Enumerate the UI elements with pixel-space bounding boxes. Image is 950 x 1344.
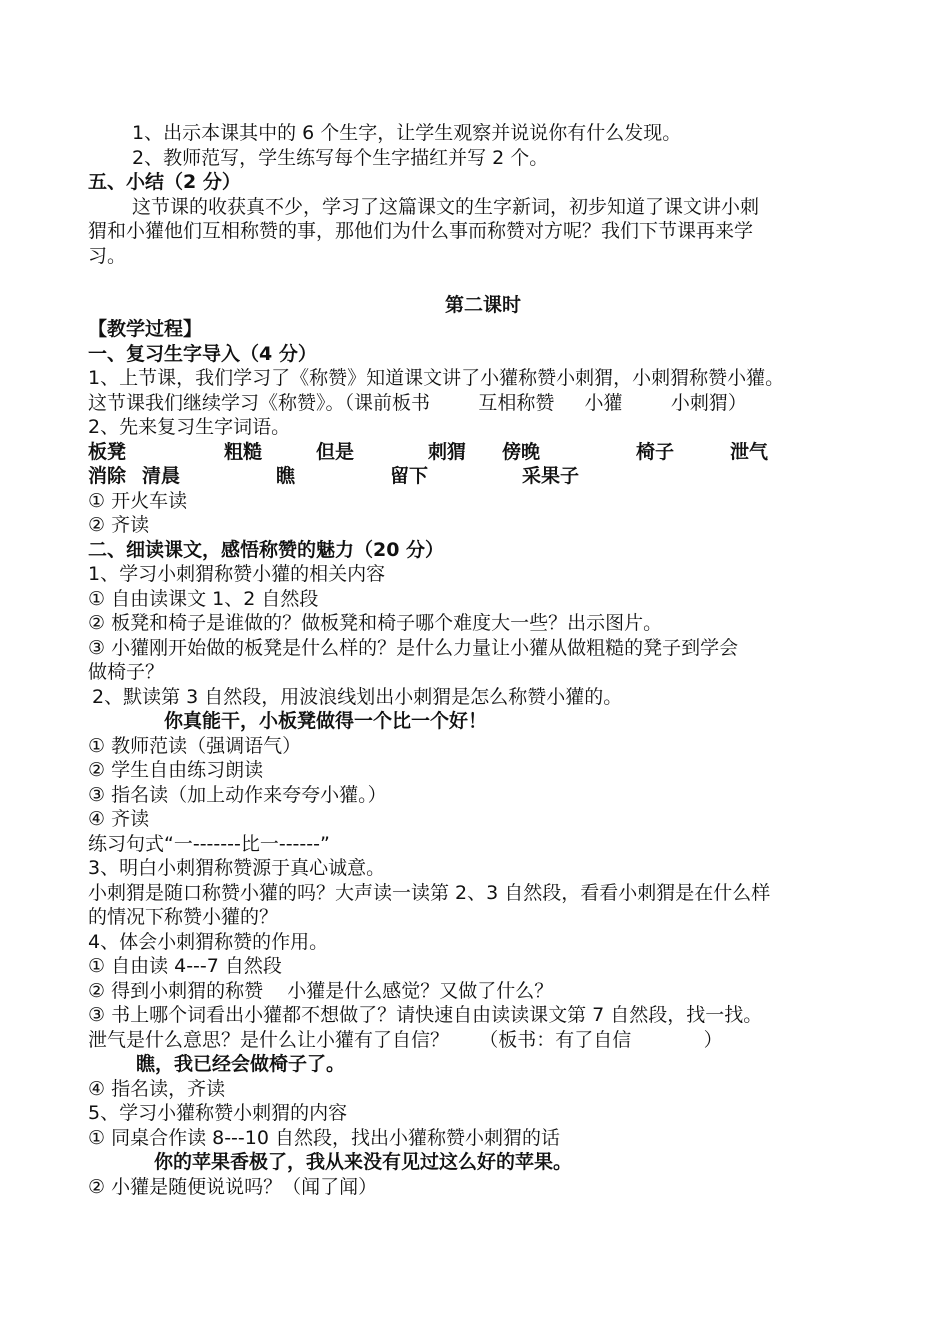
vocab-word: 清晨 <box>142 465 181 487</box>
list-item: ④ 指名读，齐读 <box>88 1077 226 1100</box>
text-line: 的情况下称赞小獾的？ <box>88 906 279 928</box>
text-line: 1、学习小刺猬称赞小獾的相关内容 <box>88 563 386 585</box>
list-item: ① 同桌合作读 8---10 自然段，找出小獾称赞小刺猬的话 <box>88 1126 560 1149</box>
text-line: 1、上节课，我们学习了《称赞》知道课文讲了小獾称赞小刺猬，小刺猬称赞小獾。 <box>88 367 785 389</box>
vocab-row-2 <box>88 464 878 489</box>
vocab-row-1 <box>88 440 878 465</box>
vocab-word: 泄气 <box>730 440 769 463</box>
vocab-word: 但是 <box>316 440 355 463</box>
highlight-sentence: 瞧，我已经会做椅子了。 <box>136 1053 346 1075</box>
list-item: ② 小獾是随便说说吗？（闻了闻） <box>88 1175 378 1198</box>
list-item: ③ 小獾刚开始做的板凳是什么样的？是什么力量让小獾从做粗糙的凳子到学会 <box>88 636 739 659</box>
list-item: ① 自由读课文 1、2 自然段 <box>88 587 319 610</box>
lesson-title: 第二课时 <box>444 293 521 316</box>
section-heading: 二、细读课文，感悟称赞的魅力（20 分） <box>88 538 445 561</box>
list-item: ② 板凳和椅子是谁做的？做板凳和椅子哪个难度大一些？出示图片。 <box>88 612 663 634</box>
text-line: 3、明白小刺猬称赞源于真心诚意。 <box>88 857 386 879</box>
highlight-sentence: 你真能干，小板凳做得一个比一个好！ <box>164 710 488 732</box>
vocab-word: 粗糙 <box>224 440 263 463</box>
text-line: 2、先来复习生字词语。 <box>88 416 291 438</box>
section-heading: 【教学过程】 <box>88 318 203 340</box>
text-line: 1、出示本课其中的 6 个生字，让学生观察并说说你有什么发现。 <box>132 122 682 144</box>
list-item: ① 自由读 4---7 自然段 <box>88 955 282 977</box>
list-item: ② 学生自由练习朗读 <box>88 759 264 781</box>
list-item: ③ 指名读（加上动作来夸夸小獾。） <box>88 783 387 806</box>
text-line: 这节课我们继续学习《称赞》。（课前板书 互相称赞 小獾 小刺猬） <box>88 391 747 414</box>
text-line: 4、体会小刺猬称赞的作用。 <box>88 930 329 953</box>
paragraph-line: 这节课的收获真不少，学习了这篇课文的生字新词，初步知道了课文讲小刺 <box>132 195 760 218</box>
list-item: ② 齐读 <box>88 514 150 536</box>
vocab-word: 刺猬 <box>428 440 467 463</box>
section-heading: 五、小结（2 分） <box>88 171 241 193</box>
list-item: ④ 齐读 <box>88 808 150 830</box>
list-item: ② 得到小刺猬的称赞 小獾是什么感觉？又做了什么？ <box>88 979 554 1002</box>
text-line: 2、教师范写，学生练写每个生字描红并写 2 个。 <box>132 146 549 169</box>
vocab-word: 采果子 <box>522 465 580 487</box>
vocab-word: 傍晚 <box>502 440 541 463</box>
highlight-sentence: 你的苹果香极了，我从来没有见过这么好的苹果。 <box>154 1151 573 1173</box>
vocab-word: 椅子 <box>636 440 675 463</box>
text-line: 做椅子？ <box>88 661 165 683</box>
paragraph-line: 猬和小獾他们互相称赞的事，那他们为什么事而称赞对方呢？我们下节课再来学 <box>88 220 754 242</box>
paragraph-line: 习。 <box>88 244 127 267</box>
list-item: ③ 书上哪个词看出小獾都不想做了？请快速自由读读课文第 7 自然段，找一找。 <box>88 1004 763 1026</box>
vocab-word: 板凳 <box>88 440 127 463</box>
text-line: 小刺猬是随口称赞小獾的吗？大声读一读第 2、3 自然段，看看小刺猬是在什么样 <box>88 881 771 904</box>
document-page <box>88 121 878 1199</box>
text-line: 5、学习小獾称赞小刺猬的内容 <box>88 1102 348 1124</box>
vocab-word: 留下 <box>390 465 429 487</box>
text-line: 练习句式“一-------比一------” <box>88 832 330 855</box>
list-item: ① 教师范读（强调语气） <box>88 734 302 757</box>
vocab-word: 瞧 <box>276 465 296 487</box>
vocab-word: 消除 <box>88 465 127 487</box>
text-line: 2、默读第 3 自然段，用波浪线划出小刺猬是怎么称赞小獾的。 <box>92 685 623 708</box>
section-heading: 一、复习生字导入（4 分） <box>88 342 317 365</box>
list-item: ① 开火车读 <box>88 489 188 512</box>
text-line: 泄气是什么意思？是什么让小獾有了自信？ （板书：有了自信 ） <box>88 1028 723 1051</box>
